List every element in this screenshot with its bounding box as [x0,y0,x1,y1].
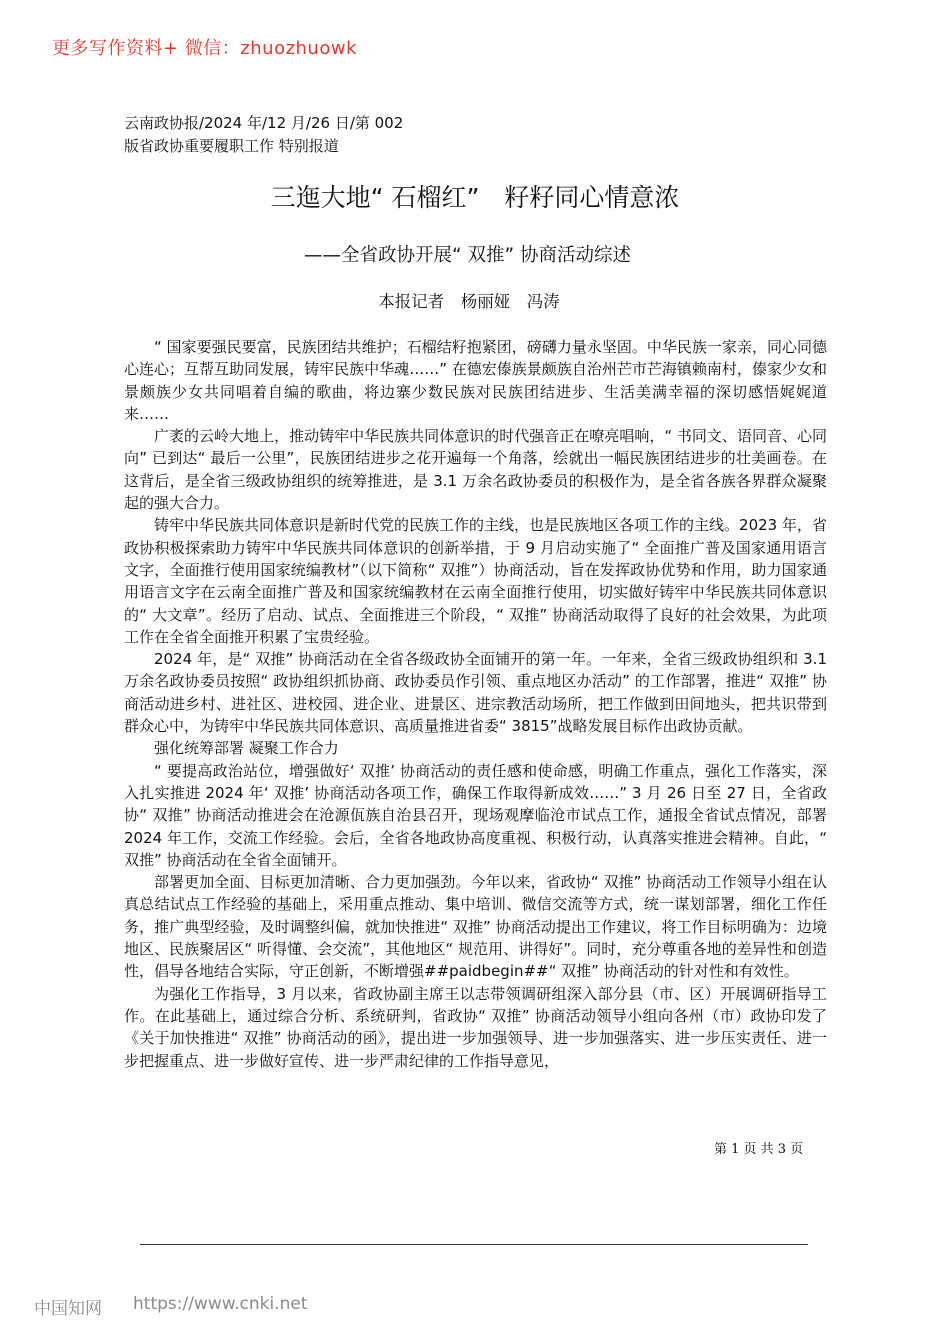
article-body [124,336,827,1072]
paragraph: 部署更加全面、目标更加清晰、合力更加强劲。今年以来，省政协“ 双推” 协商活动工作领导小组在认真总结试点工作经验的基础上，采用重点推动、集中培训、微信交流等方式，统一谋划部署，细化工作任务，推广典型经验，及时调整纠偏，就加快推进“ 双推” 协商活动提出工作建议，将工作目标明确为：边境地区、民族聚居区“ 听得懂、会交流”，其他地区“ 规范用、讲得好”。同时，充分尊重各地的差异性和创造性，倡导各地结合实际，守正创新，不断增强##paidbegin##“ 双推” 协商活动的针对性和有效性。 [124,873,827,981]
footer-divider [140,1244,808,1245]
paragraph: 2024 年，是“ 双推” 协商活动在全省各级政协全面铺开的第一年。一年来，全省三级政协组织和 3.1 万余名政协委员按照“ 政协组织抓协商、政协委员作引领、重点地区办活动” 的工作部署，推进“ 双推” 协商活动进乡村、进社区、进校园、进企业、进景区、进宗教活动场所，把工作做到田间地头，把共识带到群众心中，为铸牢中华民族共同体意识、高质量推进省委“ 3815”战略发展目标作出政协贡献。 [124,650,827,736]
cnki-url[interactable]: https://www.cnki.net [133,1294,308,1314]
article-title: 三迤大地“ 石榴红” 籽籽同心情意浓 [270,183,680,212]
paragraph: “ 要提高政治站位，增强做好‘ 双推’ 协商活动的责任感和使命感，明确工作重点，强化工作落实，深入扎实推进 2024 年‘ 双推’ 协商活动各项工作，确保工作取得新成效……” 3 月 26 日至 27 日，全省政协“ 双推” 协商活动推进会在沧源佤族自治县召开，现场观摩临沧市试点工作，通报全省试点情况，部署 2024 年工作，交流工作经验。会后，全省各地政协高度重视、积极行动，认真落实推进会精神。自此，“ 双推” 协商活动在全省全面铺开。 [124,761,827,869]
paragraph: 铸牢中华民族共同体意识是新时代党的民族工作的主线，也是民族地区各项工作的主线。2023 年，省政协积极探索助力铸牢中华民族共同体意识的创新举措，于 9 月启动实施了“ 全面推广普及国家通用语言文字，全面推行使用国家统编教材”（以下简称“ 双推”）协商活动，旨在发挥政协优势和作用，助力国家通用语言文字在云南全面推广普及和国家统编教材在云南全面推行使用，切实做好铸牢中华民族共同体意识的“ 大文章”。经历了启动、试点、全面推进三个阶段，“ 双推” 协商活动取得了良好的社会效果，为此项工作在全省全面推开积累了宝贵经验。 [124,516,827,646]
promo-banner: 更多写作资料+ 微信：zhuozhuowk [52,38,358,59]
paragraph: “ 国家要强民要富，民族团结共维护；石榴结籽抱紧团，磅礴力量永坚固。中华民族一家亲，同心同德心连心；互帮互助同发展，铸牢民族中华魂……” 在德宏傣族景颇族自治州芒市芒海镇赖南村，傣家少女和景颇族少女共同唱着自编的歌曲，将边寨少数民族对民族团结进步、生活美满幸福的深切感悟娓娓道来…… [124,338,827,423]
paragraph: 为强化工作指导，3 月以来，省政协副主席王以志带领调研组深入部分县（市、区）开展调研指导工作。在此基础上，通过综合分析、系统研判，省政协“ 双推” 协商活动领导小组向各州（市）政协印发了《关于加快推进“ 双推” 协商活动的函》，提出进一步加强领导、进一步加强落实、进一步压实责任、进一步把握重点、进一步做好宣传、进一步严肃纪律的工作指导意见， [124,984,827,1070]
page-number: 第 1 页 共 3 页 [714,1142,804,1157]
source-line-1: 云南政协报/2024 年/12 月/26 日/第 002 [124,114,404,132]
article-byline: 本报记者 杨丽娅 冯涛 [378,292,560,311]
cnki-logo: 中国知网 [34,1299,102,1319]
section-heading: 强化统筹部署 凝聚工作合力 [154,739,339,758]
source-line-2: 版省政协重要履职工作 特别报道 [124,137,339,155]
paragraph: 广袤的云岭大地上，推动铸牢中华民族共同体意识的时代强音正在嘹亮唱响，“ 书同文、语同音、心同向” 已到达“ 最后一公里”，民族团结进步之花开遍每一个角落，绘就出一幅民族团结进步的壮美画卷。在这背后，是全省三级政协组织的统筹推进，是 3.1 万余名政协委员的积极作为，是全省各族各界群众凝聚起的强大合力。 [124,427,827,513]
source-meta [124,112,403,158]
article-subtitle: ——全省政协开展“ 双推” 协商活动综述 [304,245,631,266]
